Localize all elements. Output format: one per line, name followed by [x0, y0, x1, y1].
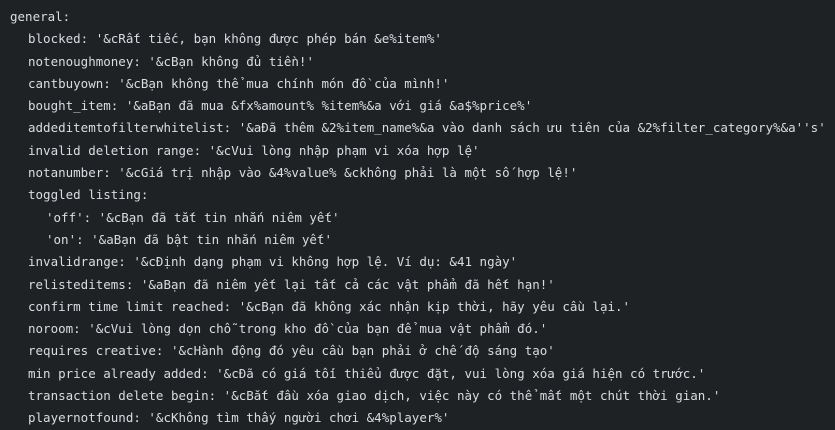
yaml-line: blocked: '&cRất tiếc, bạn không được phép bán &e%item%': [28, 31, 442, 47]
yaml-line: general:: [10, 9, 71, 24]
yaml-line: toggled listing:: [28, 187, 149, 203]
yaml-line: confirm time limit reached: '&cBạn đã không xác nhận kịp thời, hãy yêu cầu lại.': [28, 298, 631, 314]
yaml-line: bought_item: '&aBạn đã mua &fx%amount% %item%&a với giá &a$%price%': [28, 98, 533, 114]
yaml-line: playernotfound: '&cKhông tìm thấy người chơi &4%player%': [28, 410, 450, 426]
yaml-line: requires creative: '&cHành động đó yêu cầu bạn phải ở chế độ sáng tạo': [28, 343, 555, 359]
yaml-line: notanumber: '&cGiá trị nhập vào &4%value% &ckhông phải là một số hợp lệ!': [28, 165, 578, 181]
yaml-line: 'off': '&cBạn đã tắt tin nhắn niêm yết': [46, 209, 340, 225]
yaml-line: min price already added: '&cĐã có giá tối thiểu được đặt, vui lòng xóa giá hiện có trước.': [28, 365, 706, 381]
yaml-line: noroom: '&cVui lòng dọn chỗ trong kho đồ của bạn để mua vật phẩm đó.': [28, 321, 548, 337]
yaml-line: addeditemtofilterwhitelist: '&aĐã thêm &2%item_name%&a vào danh sách ưu tiên của &2%filter_category%&a''s': [28, 120, 826, 136]
yaml-line: cantbuyown: '&cBạn không thể mua chính món đồ của mình!': [28, 75, 450, 91]
yaml-line: invalid deletion range: '&cVui lòng nhập phạm vi xóa hợp lệ': [28, 142, 480, 158]
yaml-line: notenoughmoney: '&cBạn không đủ tiền!': [28, 53, 314, 69]
yaml-line: invalidrange: '&cĐịnh dạng phạm vi không hợp lệ. Ví dụ: &41 ngày': [28, 254, 518, 270]
yaml-line: transaction delete begin: '&cBắt đầu xóa giao dịch, việc này có thể mất một chút thời gian.': [28, 388, 721, 404]
yaml-line: relisteditems: '&aBạn đã niêm yết lại tất cả các vật phẩm đã hết hạn!': [28, 276, 555, 292]
yaml-line: 'on': '&aBạn đã bật tin nhắn niêm yết': [46, 231, 332, 247]
